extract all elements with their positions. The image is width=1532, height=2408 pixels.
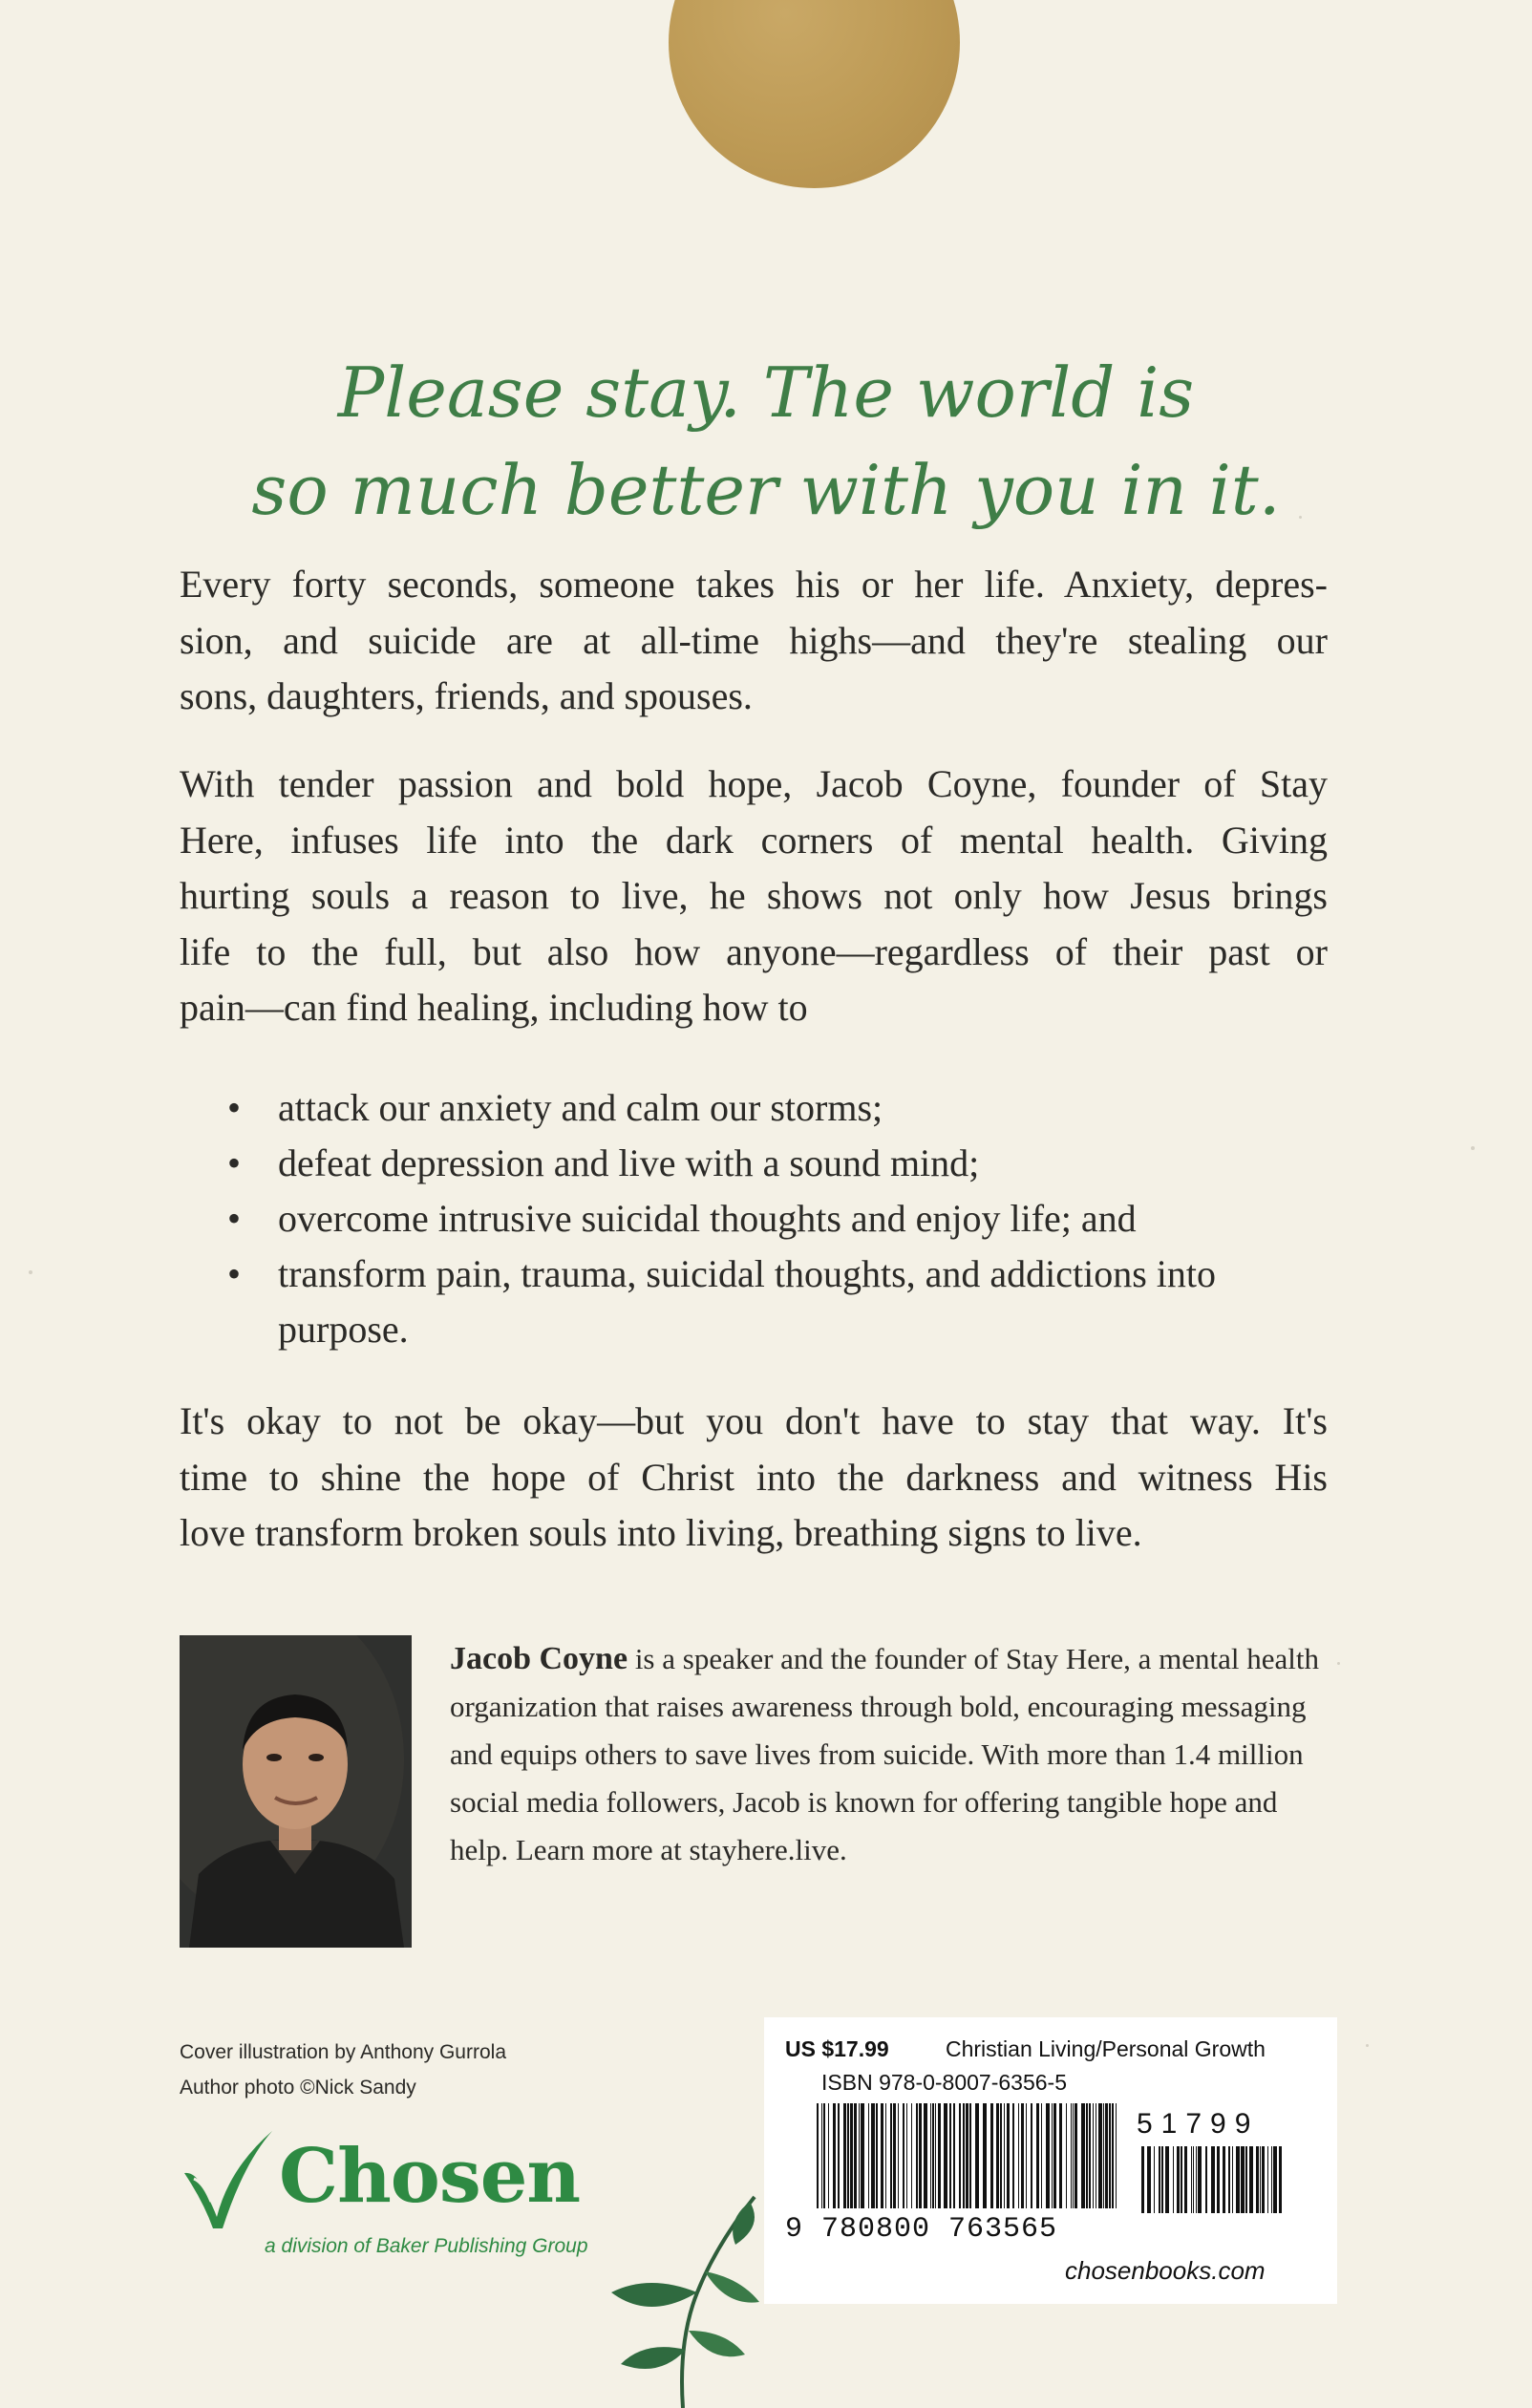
- leaf-sprig-illustration: [573, 2187, 764, 2408]
- description-line: Here, infuses life into the dark corners of mental health. Giving: [180, 818, 1328, 862]
- barcode-bar: [959, 2103, 961, 2208]
- barcode-bar: [893, 2103, 896, 2208]
- barcode-bar: [1177, 2146, 1180, 2213]
- barcode-bar: [1154, 2146, 1155, 2213]
- barcode-bar: [1052, 2103, 1053, 2208]
- barcode-bar: [1098, 2103, 1102, 2208]
- barcode-bar: [1196, 2146, 1197, 2213]
- barcode-bar: [935, 2103, 936, 2208]
- publisher-name: Chosen: [279, 2133, 581, 2220]
- barcode-bar: [953, 2103, 955, 2208]
- barcode-bar: [850, 2103, 853, 2208]
- barcode-bar: [1066, 2103, 1067, 2208]
- publisher-website: chosenbooks.com: [1065, 2256, 1266, 2285]
- barcode-bar: [1036, 2103, 1039, 2208]
- paper-speck: [1366, 2044, 1369, 2047]
- barcode-bar: [1012, 2103, 1014, 2208]
- barcode-bar: [1181, 2146, 1182, 2213]
- description-line: With tender passion and bold hope, Jacob Coyne, founder of Stay: [180, 762, 1328, 805]
- list-item-text: overcome intrusive suicidal thoughts and enjoy life; and: [278, 1197, 1137, 1240]
- tagline-line-1: Please stay. The world is: [337, 352, 1195, 433]
- barcode-bar: [1105, 2103, 1108, 2208]
- barcode-bar: [963, 2103, 965, 2208]
- intro-line: sons, daughters, friends, and spouses.: [180, 674, 753, 717]
- closing-line: time to shine the hope of Christ into the darkness and witness His: [180, 1455, 1328, 1499]
- author-name: Jacob Coyne: [450, 1641, 628, 1676]
- barcode-bar: [1004, 2103, 1005, 2208]
- closing-paragraph: [180, 1394, 1328, 1562]
- barcode-bar: [1073, 2103, 1074, 2208]
- barcode-bar: [1053, 2103, 1056, 2208]
- bullet-icon: •: [226, 1086, 241, 1129]
- price-barcode: [1141, 2146, 1285, 2213]
- barcode-bar: [930, 2103, 931, 2208]
- barcode-bar: [1260, 2146, 1261, 2213]
- list-item: [224, 1080, 1332, 1136]
- barcode-bar: [1086, 2103, 1088, 2208]
- barcode-bar: [1271, 2146, 1272, 2213]
- barcode-bar: [1191, 2146, 1192, 2213]
- barcode-bar: [843, 2103, 846, 2208]
- barcode-bar: [1075, 2103, 1077, 2208]
- barcode-bar: [1273, 2146, 1277, 2213]
- barcode-bar: [1026, 2103, 1027, 2208]
- barcode-bar: [903, 2103, 904, 2208]
- author-photo: [180, 1635, 412, 1948]
- paper-speck: [1299, 516, 1302, 519]
- description-line: hurting souls a reason to live, he shows not only how Jesus brings: [180, 874, 1328, 917]
- barcode-bar: [975, 2103, 979, 2208]
- barcode-bar: [1184, 2146, 1187, 2213]
- barcode-bar: [1241, 2146, 1245, 2213]
- barcode-bar: [885, 2103, 886, 2208]
- barcode-bar: [847, 2103, 849, 2208]
- barcode-bar: [1000, 2103, 1002, 2208]
- barcode-bar: [1141, 2146, 1144, 2213]
- barcode-bar: [1109, 2103, 1111, 2208]
- book-category: Christian Living/Personal Growth: [946, 2036, 1266, 2061]
- cover-credits: [180, 2035, 506, 2105]
- benefits-list: [224, 1080, 1332, 1357]
- bullet-icon: •: [226, 1141, 241, 1184]
- barcode-bar: [1249, 2146, 1253, 2213]
- illustration-credit: Cover illustration by Anthony Gurrola: [180, 2041, 506, 2063]
- list-item: [224, 1247, 1332, 1357]
- author-bio: [450, 1635, 1327, 1874]
- barcode-bar: [1245, 2146, 1247, 2213]
- barcode-bar: [1018, 2103, 1019, 2208]
- barcode-bar: [1211, 2146, 1215, 2213]
- barcode-bar: [1021, 2103, 1024, 2208]
- barcode-bar: [823, 2103, 825, 2208]
- barcode-bar: [1007, 2103, 1010, 2208]
- checkmark-leaf-icon: [177, 2125, 282, 2230]
- author-bio-text: is a speaker and the founder of Stay Here, a mental health organization that raises awareness through bold, encouraging messaging and equips others to save lives from suicide. With more than 1.4 million social media followers, Jacob is known for offering tangible hope and help. Learn more at stayhere.live.: [450, 1642, 1319, 1866]
- barcode-bar: [1279, 2146, 1282, 2213]
- barcode-bar: [854, 2103, 857, 2208]
- description-paragraph: [180, 756, 1328, 1036]
- publisher-logo: [177, 2125, 635, 2278]
- barcode-bar: [838, 2103, 840, 2208]
- list-item: [224, 1191, 1332, 1247]
- barcode-bar: [916, 2103, 918, 2208]
- barcode-bar: [1159, 2146, 1160, 2213]
- list-item-text: attack our anxiety and calm our storms;: [278, 1086, 883, 1129]
- tagline-line-2: so much better with you in it.: [251, 450, 1281, 530]
- intro-line: sion, and suicide are at all-time highs—and they're stealing our: [180, 618, 1328, 662]
- barcode-bar: [1041, 2103, 1042, 2208]
- barcode-bar: [1236, 2146, 1240, 2213]
- price: US $17.99: [785, 2036, 889, 2061]
- barcode-bar: [1193, 2146, 1194, 2213]
- description-line: life to the full, but also how anyone—regardless of their past or: [180, 929, 1328, 973]
- description-line: pain—can find healing, including how to: [180, 986, 808, 1029]
- intro-line: Every forty seconds, someone takes his or her life. Anxiety, depres-: [180, 563, 1328, 606]
- bullet-icon: •: [226, 1252, 241, 1295]
- barcode-bar: [938, 2103, 941, 2208]
- barcode-bar: [924, 2103, 927, 2208]
- barcode-bar: [1267, 2146, 1268, 2213]
- barcode-bar: [990, 2103, 993, 2208]
- barcode-bar: [996, 2103, 999, 2208]
- photo-credit: Author photo ©Nick Sandy: [180, 2077, 416, 2099]
- barcode-bar: [911, 2103, 912, 2208]
- barcode-bar: [1071, 2103, 1072, 2208]
- barcode-bar: [1223, 2146, 1225, 2213]
- barcode-bar: [1173, 2146, 1174, 2213]
- paper-speck: [1471, 1146, 1475, 1150]
- barcode-bar: [983, 2103, 987, 2208]
- barcode-bar: [1031, 2103, 1032, 2208]
- paper-speck: [29, 1270, 32, 1274]
- barcode-bar: [1046, 2103, 1050, 2208]
- barcode-bar: [833, 2103, 836, 2208]
- publisher-subtitle: a division of Baker Publishing Group: [265, 2235, 588, 2257]
- bullet-icon: •: [226, 1197, 241, 1240]
- barcode-bar: [1256, 2146, 1259, 2213]
- barcode-bar: [1103, 2103, 1104, 2208]
- intro-paragraph: [180, 557, 1328, 725]
- barcode-bar: [871, 2103, 875, 2208]
- barcode-bar: [1262, 2146, 1265, 2213]
- isbn: ISBN 978-0-8007-6356-5: [821, 2070, 1067, 2095]
- barcode-bar: [1165, 2146, 1169, 2213]
- barcode-bar: [944, 2103, 947, 2208]
- barcode-bar: [932, 2103, 934, 2208]
- isbn-barcode: [817, 2103, 1122, 2208]
- list-item-text: transform pain, trauma, suicidal thoughts, and addictions into purpose.: [278, 1252, 1217, 1351]
- paper-speck: [1337, 1662, 1340, 1665]
- barcode-bar: [1232, 2146, 1233, 2213]
- barcode-bar: [969, 2103, 971, 2208]
- barcode-bar: [1081, 2103, 1085, 2208]
- barcode-bar: [817, 2103, 819, 2208]
- closing-line: love transform broken souls into living, breathing signs to live.: [180, 1511, 1142, 1554]
- list-item: [224, 1136, 1332, 1191]
- barcode-bar: [1161, 2146, 1163, 2213]
- list-item-text: defeat depression and live with a sound mind;: [278, 1141, 980, 1184]
- barcode-bar: [1205, 2146, 1207, 2213]
- barcode-bar: [881, 2103, 883, 2208]
- barcode-bar: [1059, 2103, 1062, 2208]
- barcode-digits: 9 780800 763565: [785, 2213, 1058, 2246]
- gold-sun-circle: [669, 0, 960, 188]
- barcode-bar: [966, 2103, 968, 2208]
- barcode-bar: [1089, 2103, 1091, 2208]
- barcode-bar: [898, 2103, 899, 2208]
- barcode-bar: [919, 2103, 922, 2208]
- barcode-bar: [861, 2103, 864, 2208]
- barcode-label: [764, 2017, 1337, 2304]
- barcode-bar: [828, 2103, 829, 2208]
- barcode-bar: [1228, 2146, 1230, 2213]
- barcode-bar: [949, 2103, 951, 2208]
- barcode-bar: [1093, 2103, 1094, 2208]
- barcode-bar: [1116, 2103, 1117, 2208]
- tagline: [0, 344, 1532, 539]
- price-code: 51799: [1137, 2108, 1260, 2140]
- barcode-bar: [1147, 2146, 1151, 2213]
- barcode-bar: [906, 2103, 907, 2208]
- barcode-bar: [1198, 2146, 1202, 2213]
- barcode-bar: [890, 2103, 892, 2208]
- barcode-bar: [859, 2103, 860, 2208]
- barcode-bar: [1112, 2103, 1114, 2208]
- barcode-bar: [876, 2103, 878, 2208]
- barcode-bar: [1217, 2146, 1220, 2213]
- barcode-bar: [868, 2103, 869, 2208]
- barcode-bar: [821, 2103, 822, 2208]
- closing-line: It's okay to not be okay—but you don't have to stay that way. It's: [180, 1399, 1328, 1442]
